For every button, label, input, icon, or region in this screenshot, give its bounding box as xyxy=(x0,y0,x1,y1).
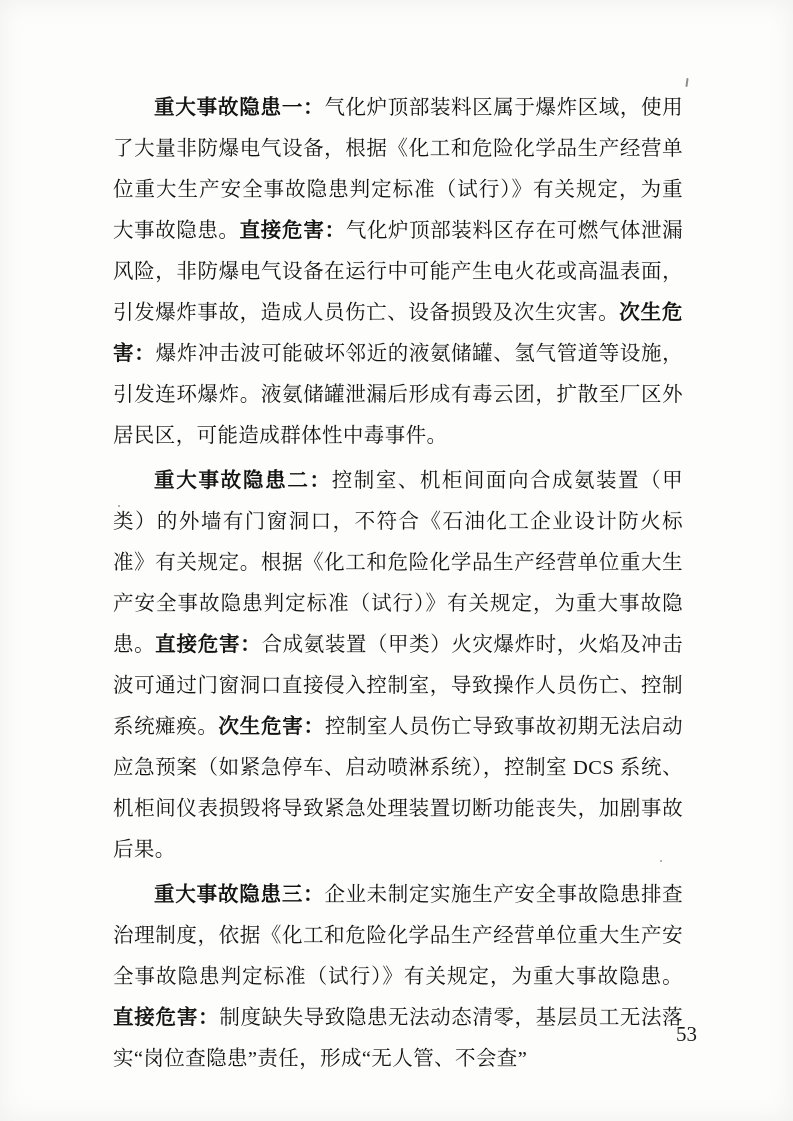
hazard-label-1-secondary: 次生危害： xyxy=(113,302,683,365)
paragraph-hazard-1 xyxy=(113,88,683,457)
scan-artifact-dot xyxy=(118,505,120,507)
hazard-label-2-direct: 直接危害： xyxy=(155,634,262,656)
hazard-text-1-direct: 气化炉顶部装料区存在可燃气体泄漏风险，非防爆电气设备在运行中可能产生电火花或高温表面，引发爆炸事故，造成人员伤亡、设备损毁及次生灾害。 xyxy=(113,220,683,324)
scan-artifact-mark xyxy=(685,78,688,87)
page-body xyxy=(113,88,683,1082)
hazard-text-2-secondary: 控制室人员伤亡导致事故初期无法启动应急预案（如紧急停车、启动喷淋系统），控制室 DCS 系统、机柜间仪表损毁将导致紧急处理装置切断功能丧失，加剧事故后果。 xyxy=(113,716,683,861)
hazard-label-2: 重大事故隐患二： xyxy=(154,470,332,492)
hazard-text-3-direct: 制度缺失导致隐患无法动态清零，基层员工无法落实“岗位查隐患”责任，形成“无人管、不会查” xyxy=(113,1007,683,1070)
hazard-label-1: 重大事故隐患一： xyxy=(154,97,325,119)
hazard-text-1-description: 气化炉顶部装料区属于爆炸区域，使用了大量非防爆电气设备，根据《化工和危险化学品生产经营单位重大生产安全事故隐患判定标准（试行）》有关规定，为重大事故隐患。 xyxy=(113,97,683,242)
hazard-label-1-direct: 直接危害： xyxy=(239,220,346,242)
hazard-label-2-secondary: 次生危害： xyxy=(218,716,325,738)
hazard-label-3-direct: 直接危害： xyxy=(113,1007,220,1029)
page-number: 53 xyxy=(676,1022,697,1046)
scan-artifact-dot-2 xyxy=(660,860,662,862)
paragraph-hazard-2 xyxy=(113,461,683,871)
hazard-text-1-secondary: 爆炸冲击波可能破坏邻近的液氨储罐、氢气管道等设施，引发连环爆炸。液氨储罐泄漏后形成有毒云团，扩散至厂区外居民区，可能造成群体性中毒事件。 xyxy=(113,343,683,447)
paragraph-hazard-3 xyxy=(113,875,683,1080)
hazard-text-3-description: 企业未制定实施生产安全事故隐患排查治理制度，依据《化工和危险化学品生产经营单位重大生产安全事故隐患判定标准（试行）》有关规定，为重大事故隐患。 xyxy=(113,884,683,988)
hazard-label-3: 重大事故隐患三： xyxy=(154,884,325,906)
hazard-text-2-description: 控制室、机柜间面向合成氨装置（甲类）的外墙有门窗洞口，不符合《石油化工企业设计防火标准》有关规定。根据《化工和危险化学品生产经营单位重大生产安全事故隐患判定标准（试行）》有关规定，为重大事故隐患。 xyxy=(113,470,683,656)
hazard-text-2-direct: 合成氨装置（甲类）火灾爆炸时，火焰及冲击波可通过门窗洞口直接侵入控制室，导致操作人员伤亡、控制系统瘫痪。 xyxy=(113,634,684,738)
